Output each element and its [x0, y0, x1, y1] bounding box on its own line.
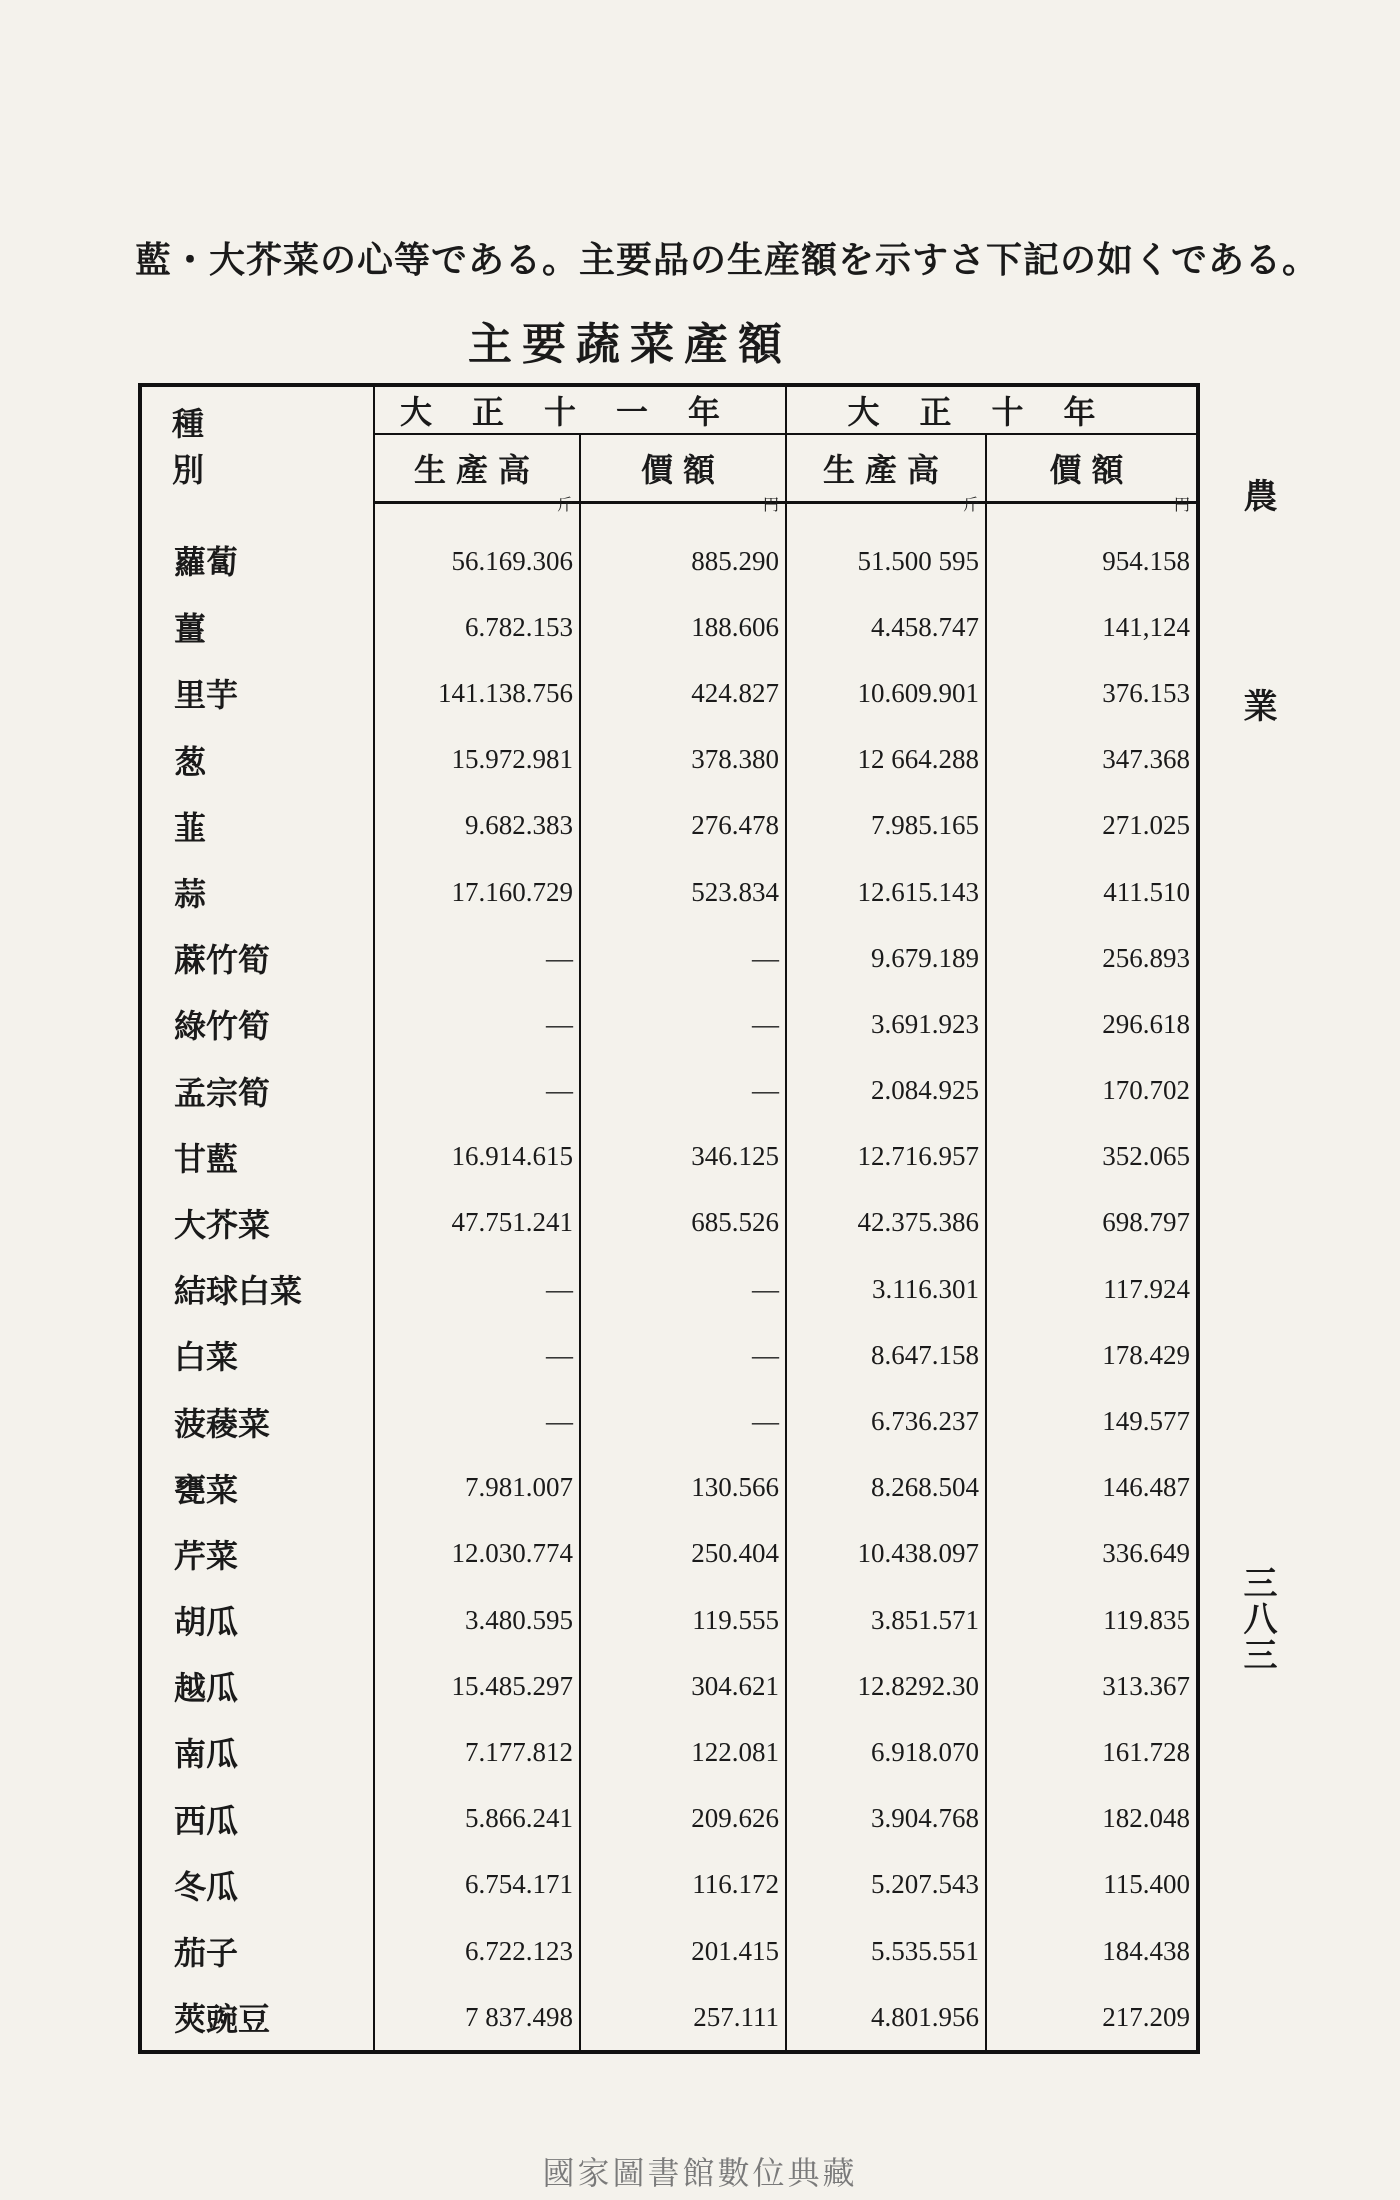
- cell-text: 141.138.756: [438, 677, 573, 708]
- cell-value: [580, 1124, 786, 1190]
- vegetable-name: 茄子: [174, 1934, 239, 1973]
- cell-text: 378.380: [691, 744, 780, 775]
- cell-value: [986, 1852, 1198, 1918]
- intro-text: 藍・大芥菜の心等である。主要品の生産額を示すさ下記の如くである。: [135, 239, 1320, 281]
- cell-value: [580, 1455, 786, 1521]
- cell-text: 3.904.768: [871, 1803, 980, 1834]
- vegetable-name: 孟宗筍: [174, 1073, 271, 1112]
- cell-text: 117.924: [1103, 1273, 1191, 1304]
- cell-text: 4.458.747: [871, 611, 980, 642]
- cell-text: 6.782.153: [465, 611, 573, 642]
- cell-amount: [374, 1587, 580, 1653]
- table-row: [140, 594, 1198, 660]
- table-row: [140, 727, 1198, 793]
- cell-value: [986, 925, 1198, 991]
- cell-amount: [374, 925, 580, 991]
- cell-value: [986, 1719, 1198, 1785]
- cell-value: [986, 991, 1198, 1057]
- cell-value: [580, 1587, 786, 1653]
- cell-text: 51.500 595: [857, 545, 980, 576]
- vegetable-name: 葱: [174, 742, 207, 781]
- cell-text: 10.609.901: [857, 677, 980, 708]
- cell-amount: [786, 1058, 986, 1124]
- cell-text: 161.728: [1102, 1736, 1191, 1767]
- cell-text: 7.177.812: [465, 1736, 573, 1767]
- unit-kin: 斤: [963, 497, 980, 514]
- vegetable-name: 芹菜: [174, 1536, 239, 1575]
- table-row: [140, 1653, 1198, 1719]
- cell-text: 12.615.143: [857, 876, 980, 907]
- cell-text: 182.048: [1102, 1803, 1191, 1834]
- cell-text: 7.985.165: [871, 810, 980, 841]
- cell-text: —: [752, 1008, 780, 1039]
- table-row: [140, 793, 1198, 859]
- cell-text: 5.866.241: [465, 1803, 573, 1834]
- cell-text: —: [546, 1075, 573, 1106]
- cell-text: 15.485.297: [451, 1670, 573, 1701]
- cell-text: 3.116.301: [872, 1273, 980, 1304]
- vegetable-name: 西瓜: [174, 1801, 239, 1840]
- unit-yen: 円: [1174, 497, 1191, 514]
- cell-text: —: [546, 1339, 573, 1370]
- cell-value: [580, 1190, 786, 1256]
- cell-text: 7 837.498: [465, 2001, 573, 2032]
- vegetable-name: 胡瓜: [174, 1603, 239, 1642]
- cell-amount: [374, 1984, 580, 2052]
- table-row: [140, 1388, 1198, 1454]
- cell-amount: [786, 1653, 986, 1719]
- running-head-mid: 業: [1237, 688, 1277, 726]
- cell-text: 346.125: [691, 1141, 780, 1172]
- table-row: [140, 1455, 1198, 1521]
- cell-text: 12.8292.30: [857, 1670, 980, 1701]
- cell-amount: [786, 1918, 986, 1984]
- cell-text: 376.153: [1102, 677, 1191, 708]
- cell-value: [580, 727, 786, 793]
- cell-amount: [374, 660, 580, 726]
- cell-text: 47.751.241: [451, 1207, 573, 1238]
- sub-header-value-10: 價額: [986, 434, 1198, 503]
- cell-value: [580, 1388, 786, 1454]
- cell-value: [986, 660, 1198, 726]
- cell-text: —: [546, 1406, 573, 1437]
- table-row: [140, 1190, 1198, 1256]
- cell-amount: [374, 727, 580, 793]
- cell-amount: [374, 1918, 580, 1984]
- cell-text: 6.918.070: [871, 1736, 980, 1767]
- cell-amount: [374, 991, 580, 1057]
- vegetable-name: 結球白菜: [174, 1272, 303, 1311]
- vegetable-name: 白菜: [174, 1338, 239, 1377]
- cell-text: —: [752, 942, 780, 973]
- table-row: [140, 1124, 1198, 1190]
- cell-amount: [786, 1786, 986, 1852]
- cell-amount: [374, 1852, 580, 1918]
- cell-value: [986, 1587, 1198, 1653]
- table-row: [140, 1587, 1198, 1653]
- vegetable-name: 蒜: [174, 875, 207, 914]
- cell-text: 6.722.123: [465, 1935, 573, 1966]
- library-watermark: 國家圖書館數位典藏: [542, 2154, 858, 2192]
- kind-header-char-1: 種: [172, 404, 205, 443]
- table-row: [140, 503, 1198, 595]
- cell-amount: [374, 1190, 580, 1256]
- cell-text: 3.691.923: [871, 1008, 980, 1039]
- cell-text: 2.084.925: [871, 1075, 980, 1106]
- cell-text: 257.111: [693, 2001, 780, 2032]
- cell-amount: [374, 1455, 580, 1521]
- vegetable-name: 莢豌豆: [174, 2000, 271, 2039]
- cell-text: 12.030.774: [451, 1538, 573, 1569]
- cell-text: 7.981.007: [465, 1472, 573, 1503]
- cell-amount: [786, 1190, 986, 1256]
- cell-amount: [374, 594, 580, 660]
- cell-value: [580, 1653, 786, 1719]
- cell-value: [580, 1058, 786, 1124]
- table-row: [140, 1786, 1198, 1852]
- cell-text: 119.835: [1103, 1604, 1191, 1635]
- sub-header-amount-10: 生產高: [786, 434, 986, 503]
- table-row: [140, 991, 1198, 1057]
- cell-amount: [786, 1852, 986, 1918]
- cell-text: 3.851.571: [871, 1604, 980, 1635]
- cell-amount: [374, 1719, 580, 1785]
- vegetable-name: 冬瓜: [174, 1867, 239, 1906]
- cell-text: 304.621: [691, 1670, 780, 1701]
- cell-value: [580, 925, 786, 991]
- cell-text: 271.025: [1102, 810, 1191, 841]
- vegetable-name: 里芋: [174, 676, 239, 715]
- cell-text: 6.754.171: [465, 1869, 573, 1900]
- cell-text: 209.626: [691, 1803, 780, 1834]
- cell-value: [986, 1388, 1198, 1454]
- cell-amount: [786, 1256, 986, 1322]
- cell-value: [986, 1455, 1198, 1521]
- cell-text: 217.209: [1102, 2001, 1191, 2032]
- cell-value: [986, 1256, 1198, 1322]
- cell-text: 411.510: [1103, 876, 1191, 907]
- cell-value: [580, 1256, 786, 1322]
- cell-text: 256.893: [1102, 942, 1191, 973]
- vegetable-name: 大芥菜: [174, 1205, 271, 1244]
- cell-amount: [374, 1388, 580, 1454]
- vegetable-name: 韮: [174, 808, 207, 847]
- cell-amount: [374, 1256, 580, 1322]
- cell-amount: [374, 1653, 580, 1719]
- cell-text: 122.081: [691, 1736, 780, 1767]
- cell-amount: [786, 1587, 986, 1653]
- vegetable-name: 甘藍: [174, 1139, 239, 1178]
- cell-text: 115.400: [1103, 1869, 1191, 1900]
- cell-amount: [374, 1058, 580, 1124]
- cell-value: [986, 497, 1198, 595]
- cell-value: [580, 660, 786, 726]
- sub-header-value-11: 價額: [580, 434, 786, 503]
- cell-text: 9.679.189: [871, 942, 980, 973]
- cell-text: —: [752, 1406, 780, 1437]
- cell-value: [580, 859, 786, 925]
- table-title: 主要蔬菜產額: [468, 319, 792, 370]
- cell-text: 119.555: [692, 1604, 780, 1635]
- cell-value: [986, 594, 1198, 660]
- cell-amount: [786, 991, 986, 1057]
- cell-value: [986, 1190, 1198, 1256]
- cell-text: 16.914.615: [451, 1141, 573, 1172]
- cell-value: [986, 727, 1198, 793]
- cell-text: 276.478: [691, 810, 780, 841]
- table-row: [140, 1521, 1198, 1587]
- cell-text: 188.606: [691, 611, 780, 642]
- kind-header: [140, 385, 374, 503]
- cell-amount: [374, 1124, 580, 1190]
- cell-text: 178.429: [1102, 1339, 1191, 1370]
- cell-amount: [786, 1984, 986, 2052]
- cell-text: 42.375.386: [857, 1207, 980, 1238]
- cell-text: 8.268.504: [871, 1472, 980, 1503]
- cell-value: [986, 859, 1198, 925]
- cell-value: [580, 1852, 786, 1918]
- cell-value: [580, 991, 786, 1057]
- cell-text: —: [752, 1339, 780, 1370]
- cell-amount: [786, 859, 986, 925]
- year-header-taisho-10: 大正十年: [786, 385, 1198, 434]
- cell-text: —: [752, 1273, 780, 1304]
- cell-text: —: [546, 1008, 573, 1039]
- cell-text: 424.827: [691, 677, 780, 708]
- cell-text: 116.172: [692, 1869, 780, 1900]
- cell-amount: [786, 1455, 986, 1521]
- cell-value: [986, 1058, 1198, 1124]
- cell-text: —: [546, 1273, 573, 1304]
- cell-amount: [786, 1719, 986, 1785]
- page-number: 三八三: [1237, 1565, 1277, 1673]
- table-row: [140, 1058, 1198, 1124]
- table-row: [140, 1852, 1198, 1918]
- cell-value: [580, 1786, 786, 1852]
- kind-header-char-2: 別: [172, 450, 205, 489]
- vegetable-name: 越瓜: [174, 1669, 239, 1708]
- cell-amount: [786, 727, 986, 793]
- cell-text: 8.647.158: [871, 1339, 980, 1370]
- cell-text: 9.682.383: [465, 810, 573, 841]
- cell-text: 15.972.981: [451, 744, 573, 775]
- cell-value: [986, 793, 1198, 859]
- unit-kin: 斤: [556, 497, 573, 514]
- cell-value: [580, 1918, 786, 1984]
- cell-text: 296.618: [1102, 1008, 1191, 1039]
- cell-value: [986, 1918, 1198, 1984]
- cell-text: 336.649: [1102, 1538, 1191, 1569]
- cell-amount: [786, 1521, 986, 1587]
- cell-value: [986, 1124, 1198, 1190]
- cell-value: [580, 497, 786, 595]
- cell-text: 170.702: [1102, 1075, 1191, 1106]
- cell-amount: [786, 1322, 986, 1388]
- table-row: [140, 1719, 1198, 1785]
- vegetable-production-table: [138, 383, 1200, 2054]
- cell-amount: [786, 497, 986, 595]
- cell-value: [986, 1521, 1198, 1587]
- cell-text: 184.438: [1102, 1935, 1191, 1966]
- year-header-taisho-11: 大正十一年: [374, 385, 786, 434]
- vegetable-name: 蘿蔔: [174, 543, 239, 582]
- cell-text: 523.834: [691, 876, 780, 907]
- cell-amount: [374, 1786, 580, 1852]
- table-row: [140, 660, 1198, 726]
- cell-text: 5.535.551: [871, 1935, 980, 1966]
- running-head-top: 農: [1237, 478, 1277, 516]
- cell-value: [986, 1653, 1198, 1719]
- cell-text: 6.736.237: [871, 1406, 980, 1437]
- cell-value: [580, 1521, 786, 1587]
- cell-value: [986, 1786, 1198, 1852]
- cell-value: [580, 793, 786, 859]
- cell-text: 149.577: [1102, 1406, 1191, 1437]
- cell-text: —: [752, 1075, 780, 1106]
- cell-amount: [786, 1124, 986, 1190]
- cell-text: 313.367: [1102, 1670, 1191, 1701]
- cell-text: 130.566: [691, 1472, 780, 1503]
- cell-text: —: [546, 942, 573, 973]
- sub-header-amount-11: 生產高: [374, 434, 580, 503]
- cell-text: 141,124: [1102, 611, 1191, 642]
- cell-amount: [374, 1521, 580, 1587]
- table-row: [140, 1984, 1198, 2052]
- cell-value: [580, 1719, 786, 1785]
- vegetable-name: 蔴竹筍: [174, 941, 271, 980]
- cell-amount: [786, 594, 986, 660]
- vegetable-name: 甕菜: [174, 1470, 239, 1509]
- table-row: [140, 1256, 1198, 1322]
- cell-amount: [786, 660, 986, 726]
- cell-text: 146.487: [1102, 1472, 1191, 1503]
- cell-text: 685.526: [691, 1207, 780, 1238]
- cell-text: 10.438.097: [857, 1538, 980, 1569]
- cell-text: 954.158: [1102, 545, 1191, 576]
- cell-amount: [786, 1388, 986, 1454]
- cell-amount: [786, 925, 986, 991]
- unit-yen: 円: [763, 497, 780, 514]
- cell-text: 201.415: [691, 1935, 780, 1966]
- cell-text: 250.404: [691, 1538, 780, 1569]
- cell-text: 56.169.306: [451, 545, 573, 576]
- vegetable-name: 綠竹筍: [174, 1007, 271, 1046]
- cell-text: 3.480.595: [465, 1604, 573, 1635]
- table-row: [140, 1918, 1198, 1984]
- cell-text: 352.065: [1102, 1141, 1191, 1172]
- table-row: [140, 1322, 1198, 1388]
- cell-value: [580, 594, 786, 660]
- cell-amount: [374, 1322, 580, 1388]
- cell-amount: [786, 793, 986, 859]
- cell-amount: [374, 859, 580, 925]
- cell-value: [580, 1322, 786, 1388]
- cell-amount: [374, 793, 580, 859]
- table-row: [140, 925, 1198, 991]
- table-row: [140, 859, 1198, 925]
- cell-amount: [374, 497, 580, 595]
- vegetable-name: 菠薐菜: [174, 1404, 271, 1443]
- vegetable-name: 薑: [174, 610, 207, 649]
- vegetable-name: 南瓜: [174, 1735, 239, 1774]
- cell-text: 885.290: [691, 545, 780, 576]
- cell-value: [580, 1984, 786, 2052]
- cell-text: 347.368: [1102, 744, 1191, 775]
- cell-value: [986, 1984, 1198, 2052]
- cell-text: 12.716.957: [857, 1141, 980, 1172]
- cell-text: 12 664.288: [857, 744, 980, 775]
- cell-text: 4.801.956: [871, 2001, 980, 2032]
- cell-text: 698.797: [1102, 1207, 1191, 1238]
- cell-text: 17.160.729: [451, 876, 573, 907]
- cell-text: 5.207.543: [871, 1869, 980, 1900]
- cell-value: [986, 1322, 1198, 1388]
